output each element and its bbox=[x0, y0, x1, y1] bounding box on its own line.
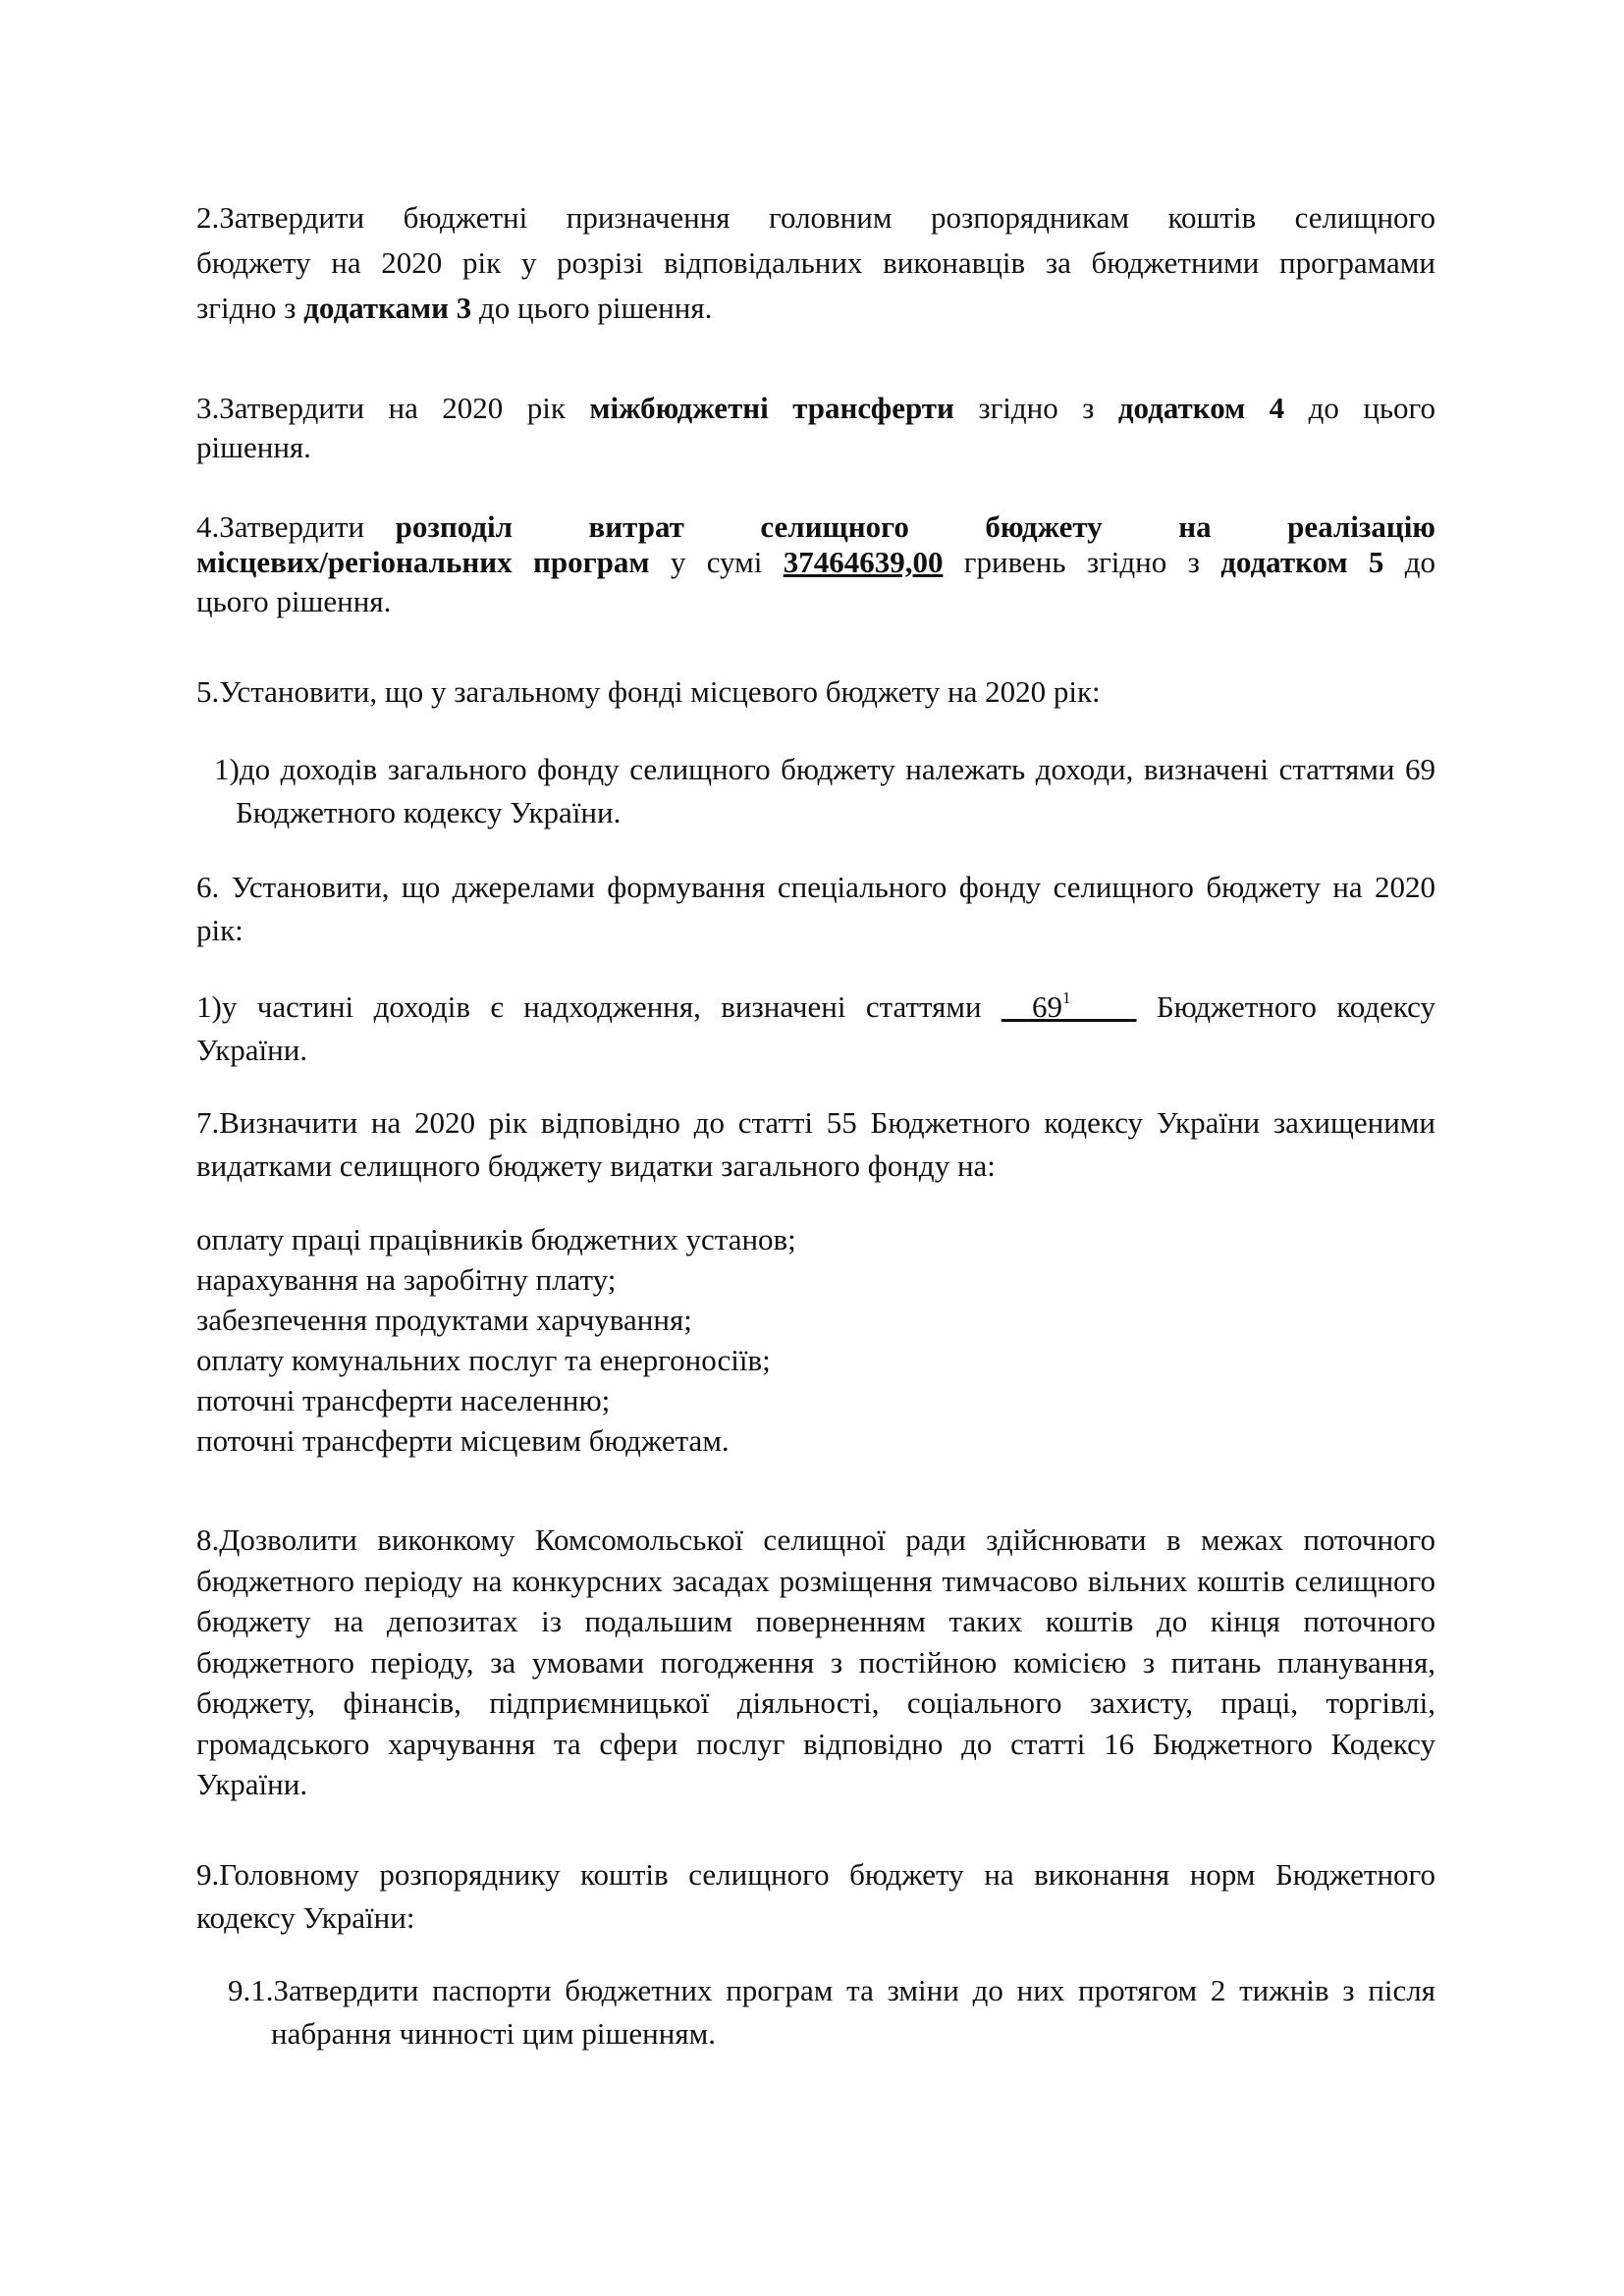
list-item: нарахування на заробітну плату; bbox=[196, 1262, 617, 1297]
paragraph-8: 8.Дозволити виконкому Комсомольської селищної ради здійснювати в межах поточного бюджетного періоду на конкурсних засадах розміщення тимчасово вільних коштів селищного бюджету на депозитах із подальшим поверненням таких коштів до кінця поточного бюджетного періоду, за умовами погодження з постійною комісією з питань планування, бюджету, фінансів, підприємницької діяльності, соціального захисту, праці, торгівлі, громадського харчування та сфери послуг відповідно до статті 16 Бюджетного Кодексу України. bbox=[196, 1522, 1435, 1801]
text-run: 1)у частині доходів є надходження, визначені статтями bbox=[196, 989, 1002, 1024]
list-item: оплату комунальних послуг та енергоносіїв; bbox=[196, 1343, 771, 1377]
text-run: у сумі bbox=[649, 545, 784, 579]
text-run: до цього bbox=[1284, 391, 1435, 425]
paragraph-9: 9.Головному розпоряднику коштів селищного бюджету на виконання норм Бюджетного кодексу України: bbox=[196, 1857, 1435, 1935]
bold-reference: додатком 4 bbox=[1117, 391, 1285, 425]
text-run: до bbox=[1383, 545, 1435, 579]
bold-reference: додатком 5 bbox=[1220, 545, 1384, 579]
paragraph-2-line-3 bbox=[196, 286, 1435, 331]
bold-term: місцевих/регіональних програм bbox=[196, 545, 650, 579]
paragraph-6-subitem bbox=[196, 986, 1435, 1072]
list-item: поточні трансферти населенню; bbox=[196, 1383, 611, 1417]
text-run: 4.Затвердити bbox=[196, 509, 396, 544]
list-item: забезпечення продуктами харчування; bbox=[196, 1303, 692, 1337]
protected-expenses-list bbox=[196, 1219, 1435, 1461]
text-run: згідно з bbox=[953, 391, 1118, 425]
paragraph-6-subitem-line-2: України. bbox=[196, 1033, 308, 1067]
bold-term: розподіл витрат селищного бюджету на реалізацію bbox=[395, 509, 1435, 544]
text-run: до цього рішення. bbox=[471, 291, 713, 325]
paragraph-4 bbox=[196, 505, 1435, 624]
paragraph-5-subitem bbox=[214, 748, 1435, 834]
paragraph-9-subitem bbox=[228, 1969, 1435, 2056]
subitem-text: 1)до доходів загального фонду селищного бюджету належать доходи, визначені статтями 69 Бюджетного кодексу України. bbox=[214, 752, 1435, 829]
paragraph-2-line-1: 2.Затвердити бюджетні призначення головним розпорядникам коштів селищного bbox=[196, 200, 1435, 235]
paragraph-7: 7.Визначити на 2020 рік відповідно до статті 55 Бюджетного кодексу України захищеними видатками селищного бюджету видатки загального фонду на: bbox=[196, 1105, 1435, 1183]
paragraph-5: 5.Установити, що у загальному фонді місцевого бюджету на 2020 рік: bbox=[196, 674, 1101, 709]
paragraph-3-line-2: рішення. bbox=[196, 430, 311, 464]
paragraph-2 bbox=[196, 195, 1435, 331]
paragraph-6-subitem-line-1 bbox=[196, 986, 1435, 1029]
text-run-tail: Бюджетного кодексу bbox=[1136, 989, 1436, 1024]
paragraph-6: 6. Установити, що джерелами формування спеціального фонду селищного бюджету на 2020 рік: bbox=[196, 870, 1435, 947]
superscript: 1 bbox=[1062, 988, 1071, 1007]
amount-value: 37464639,00 bbox=[783, 545, 944, 579]
subitem-text: 9.1.Затвердити паспорти бюджетних програм та зміни до них протягом 2 тижнів з після набрання чинності цим рішенням. bbox=[228, 1973, 1435, 2051]
amount bbox=[784, 545, 944, 579]
paragraph-2-line-2: бюджету на 2020 рік у розрізі відповідальних виконавців за бюджетними програмами bbox=[196, 245, 1435, 280]
blank-field-value: __69 bbox=[1001, 989, 1063, 1024]
paragraph-3 bbox=[196, 386, 1435, 470]
text-run: згідно з bbox=[196, 291, 304, 325]
paragraph-4-line-3: цього рішення. bbox=[196, 584, 392, 618]
text-run: 3.Затвердити на 2020 рік bbox=[196, 391, 590, 425]
paragraph-3-line-1 bbox=[196, 386, 1435, 431]
list-item: поточні трансферти місцевим бюджетам. bbox=[196, 1423, 730, 1458]
list-item: оплату праці працівників бюджетних установ; bbox=[196, 1222, 796, 1256]
blank-field bbox=[1001, 989, 1136, 1024]
bold-term: міжбюджетні трансферти bbox=[589, 391, 954, 425]
text-run: гривень згідно з bbox=[943, 545, 1221, 579]
bold-reference: додатками 3 bbox=[303, 291, 472, 325]
blank-field-tail: _ __ bbox=[1070, 989, 1137, 1024]
